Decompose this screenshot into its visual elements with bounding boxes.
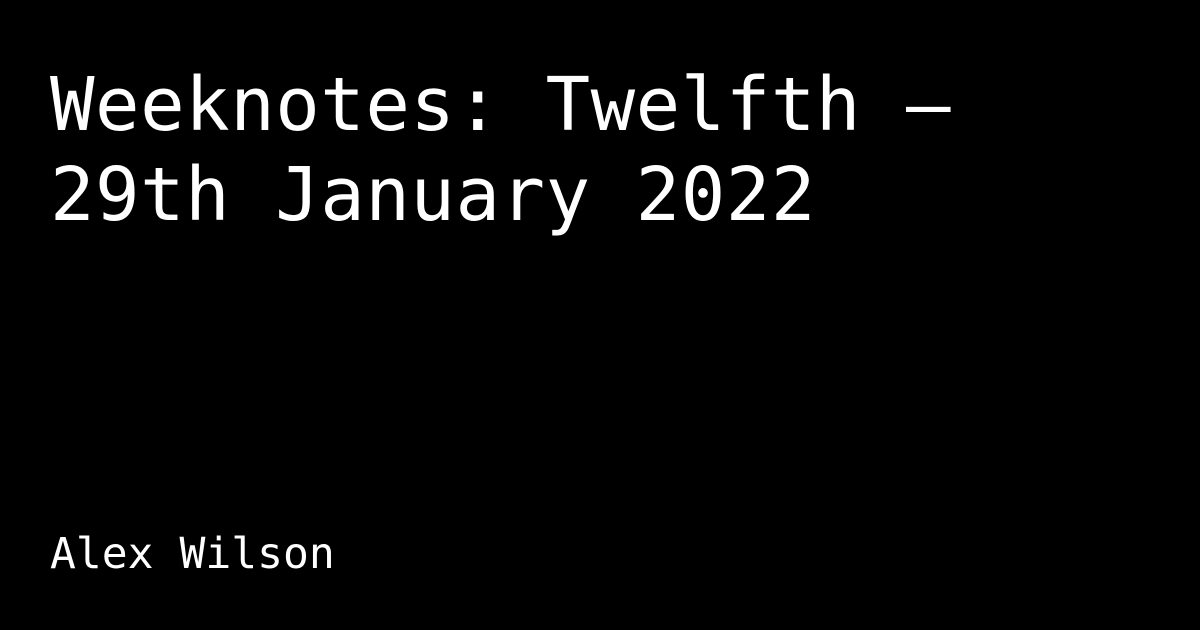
post-title — [50, 60, 951, 240]
author-name: Alex Wilson — [50, 529, 335, 579]
post-title-line-2: 29th January 2022 — [50, 152, 816, 238]
post-title-line-1: Weeknotes: Twelfth — — [50, 62, 952, 148]
